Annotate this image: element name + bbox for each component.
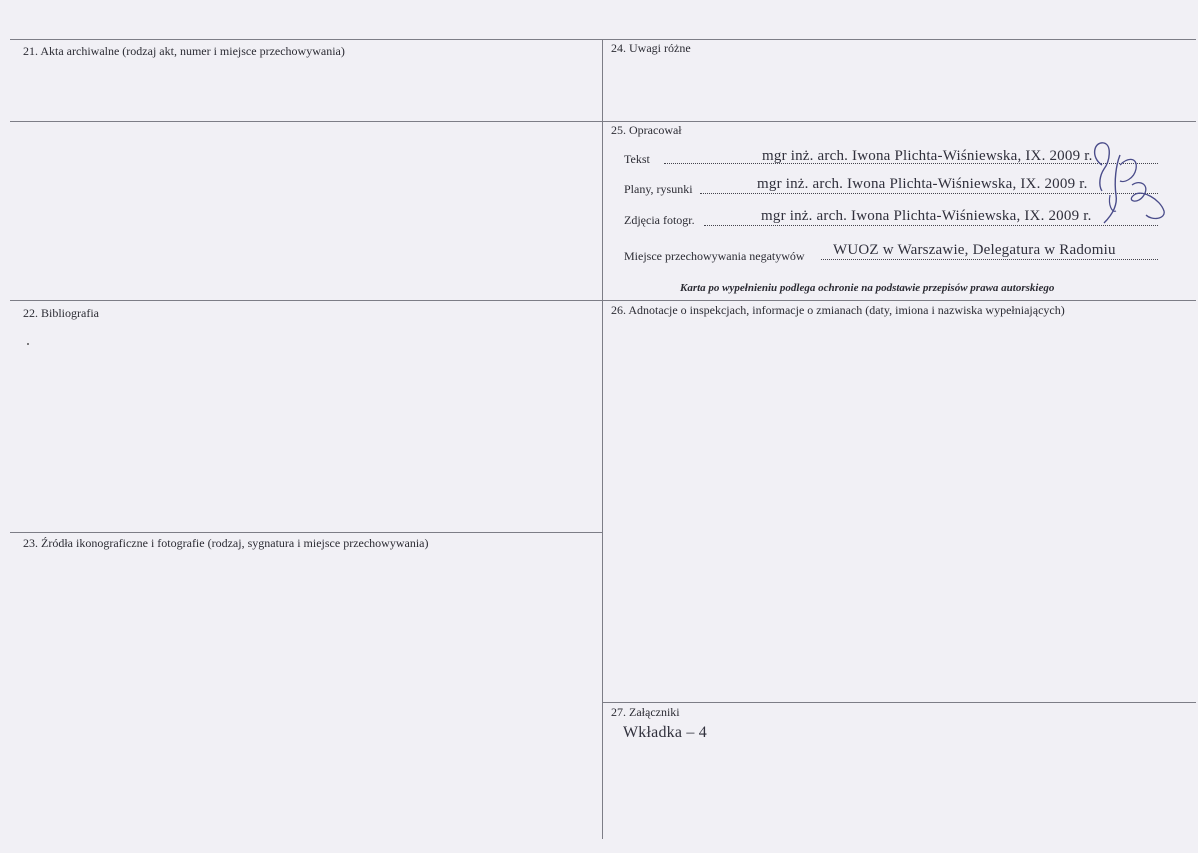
tekst-label: Tekst: [624, 152, 650, 166]
zdjecia-value: mgr inż. arch. Iwona Plichta-Wiśniewska, IX. 2009 r.: [761, 208, 1092, 224]
zalaczniki-value: Wkładka – 4: [623, 724, 707, 741]
field-27-label: 27. Załączniki: [611, 705, 680, 719]
field-21-label: 21. Akta archiwalne (rodzaj akt, numer i miejsce przechowywania): [23, 44, 345, 58]
plany-value: mgr inż. arch. Iwona Plichta-Wiśniewska, IX. 2009 r.: [757, 176, 1088, 192]
center-divider: [602, 39, 603, 839]
field-22-label: 22. Bibliografia: [23, 306, 99, 320]
signature-mark: [1080, 135, 1175, 235]
top-rule: [10, 39, 1196, 40]
field-24-label: 24. Uwagi różne: [611, 41, 691, 55]
rule-below-25: [10, 300, 1196, 301]
rule-below-22: [10, 532, 602, 533]
field-25-label: 25. Opracował: [611, 123, 682, 137]
copyright-notice: Karta po wypełnieniu podlega ochronie na podstawie przepisów prawa autorskiego: [680, 282, 1055, 294]
negatywy-dotted-line: [821, 259, 1158, 260]
tekst-value: mgr inż. arch. Iwona Plichta-Wiśniewska, IX. 2009 r.: [762, 148, 1093, 164]
field-26-label: 26. Adnotacje o inspekcjach, informacje o zmianach (daty, imiona i nazwiska wypełniających): [611, 303, 1065, 317]
zdjecia-label: Zdjęcia fotogr.: [624, 213, 695, 227]
plany-label: Plany, rysunki: [624, 182, 693, 196]
rule-below-21-24: [10, 121, 1196, 122]
rule-below-26: [602, 702, 1196, 703]
stray-dot: [27, 343, 29, 345]
field-23-label: 23. Źródła ikonograficzne i fotografie (rodzaj, sygnatura i miejsce przechowywania): [23, 536, 429, 550]
negatywy-value: WUOZ w Warszawie, Delegatura w Radomiu: [833, 242, 1116, 258]
negatywy-label: Miejsce przechowywania negatywów: [624, 249, 805, 263]
